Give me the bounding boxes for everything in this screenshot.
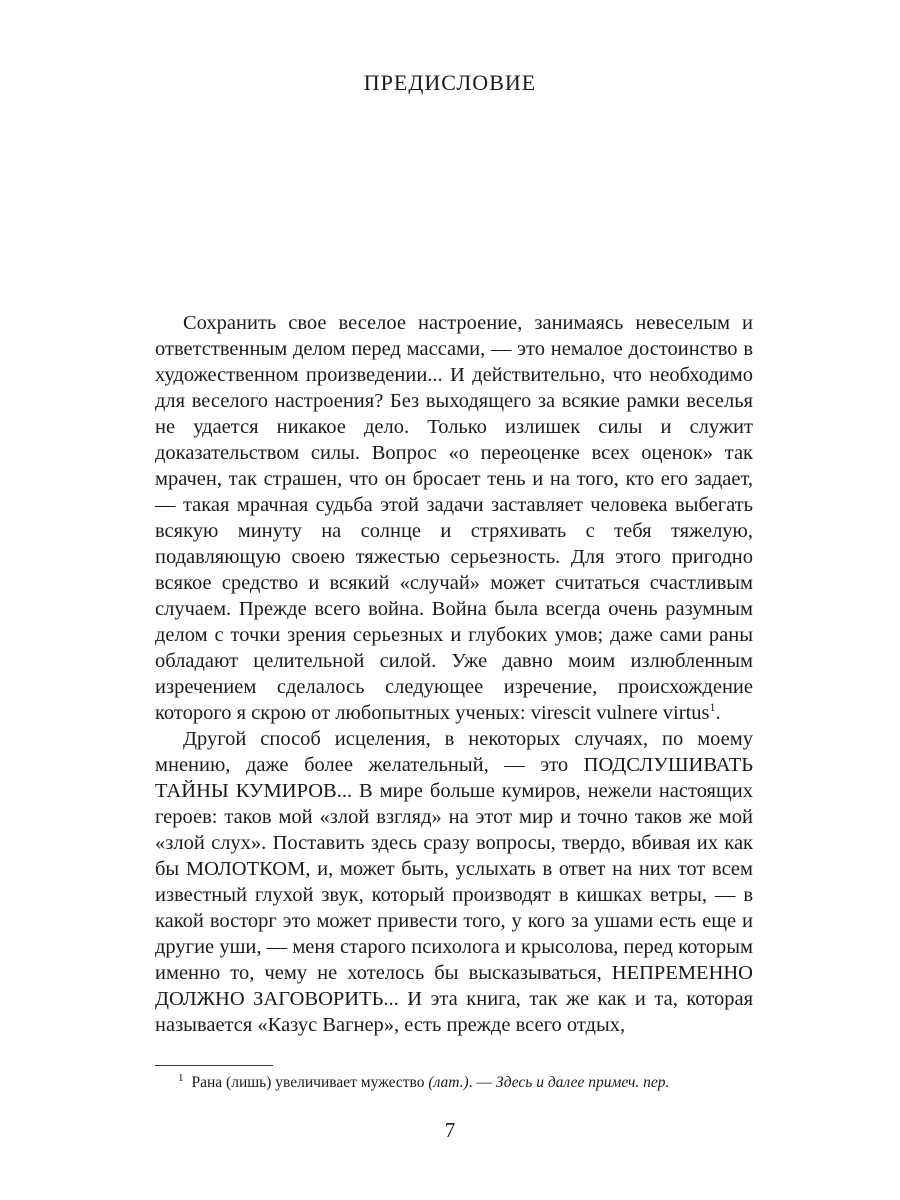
footnote-reference[interactable]: 1: [709, 700, 716, 715]
footnote-editor-note: Здесь и далее примеч. пер.: [495, 1074, 670, 1091]
paragraph-2: [155, 726, 753, 1038]
main-text: [155, 310, 753, 1038]
footnote-text: Рана (лишь) увеличивает мужество: [191, 1074, 425, 1091]
footnote: [178, 1073, 753, 1093]
page-number: 7: [444, 1118, 456, 1142]
paragraph-1-text: Сохранить свое веселое настроение, занимаясь невеселым и ответственным делом перед массами, — это немалое достоинство в художественном произведении... И действительно, что необходимо для веселого настроения? Без выходящего за всякие рамки веселья не удается никакое дело. Только излишек силы и служит доказательством силы. Вопрос «о переоценке всех оценок» так мрачен, так страшен, что он бросает тень и на того, кто его задает, — такая мрачная судьба этой задачи заставляет человека выбегать всякую минуту на солнце и стряхивать с тебя тяжелую, подавляющую своею тяжестью серьезность. Для этого пригодно всякое средство и всякий «случай» может считаться счастливым случаем. Прежде всего война. Война была всегда очень разумным делом с точки зрения серьезных и глубоких умов; даже сами раны обладают целительной силой. Уже давно моим излюбленным изречением сделалось следующее изречение, происхождение которого я скрою от любопытных ученых: virescit vulnere virtus: [155, 312, 753, 724]
paragraph-2-text: Другой способ исцеления, в некоторых случаях, по моему мнению, даже более желательный, — это ПОДСЛУШИВАТЬ ТАЙНЫ КУМИРОВ... В мире больше кумиров, нежели настоящих героев: таков мой «злой взгляд» на этот мир и точно таков же мой «злой слух». Поставить здесь сразу вопросы, твердо, вбивая их как бы МОЛОТКОМ, и, может быть, услыхать в ответ на них тот всем известный глухой звук, который производят в кишках ветры, — в какой восторг это может привести того, у кого за ушами есть еще и другие уши, — меня старого психолога и крысолова, перед которым именно то, чему не хотелось бы высказываться, НЕПРЕМЕННО ДОЛЖНО ЗАГОВОРИТЬ... И эта книга, так же как и та, которая называется «Казус Вагнер», есть прежде всего отдых,: [155, 728, 753, 1036]
paragraph-1: Сохранить свое веселое настроение, занимаясь невеселым и ответственным делом перед массами, — это немалое достоинство в художественном произведении... И действительно, что необходимо для веселого настроения? Без выходящего за всякие рамки веселья не удается никакое дело. Только излишек силы и служит доказательством силы. Вопрос «о переоценке всех оценок» так мрачен, так страшен, что он бросает тень и на того, кто его задает, — такая мрачная судьба этой задачи заставляет человека выбегать всякую минуту на солнце и стряхивать с тебя тяжелую, подавляющую своею тяжестью серьезность. Для этого пригодно всякое средство и всякий «случай» может считаться счастливым случаем. Прежде всего война. Война была всегда очень разумным делом с точки зрения серьезных и глубоких умов; даже сами раны обладают целительной силой. Уже давно моим излюбленным изречением сделалось следующее изречение, происхождение которого я скрою от любопытных ученых: virescit vulnere virtus$^1$.: [155, 312, 753, 724]
footnote-language-note: (лат.): [428, 1074, 469, 1091]
chapter-title: ПРЕДИСЛОВИЕ: [363, 70, 537, 95]
footnote-separator: . —: [468, 1074, 496, 1091]
footnote-number: 1: [178, 1071, 184, 1084]
footnote-divider: [155, 1065, 273, 1066]
